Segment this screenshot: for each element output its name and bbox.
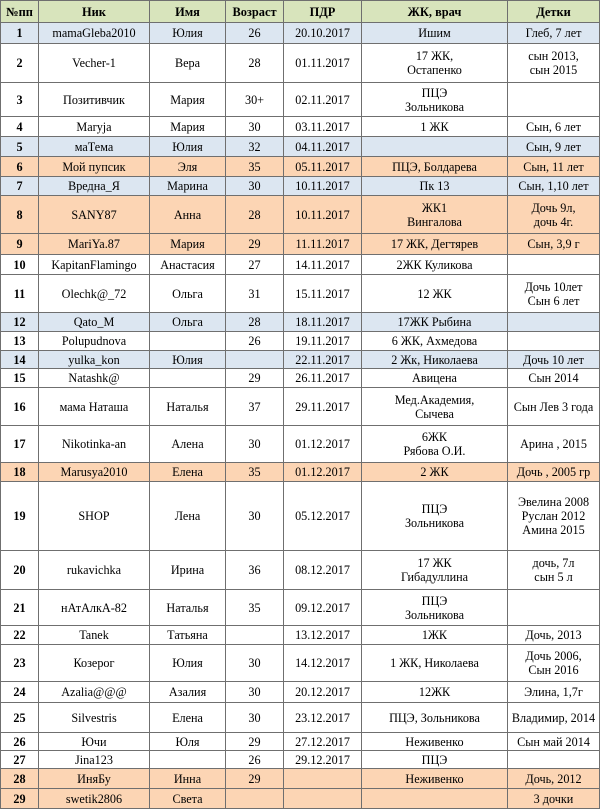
- due-date-cell: 19.11.2017: [284, 332, 362, 351]
- nick-cell: Marusya2010: [39, 463, 150, 482]
- age-cell: 35: [226, 157, 284, 177]
- name-cell: Эля: [150, 157, 226, 177]
- due-date-cell: 18.11.2017: [284, 313, 362, 332]
- nick-cell: Maryja: [39, 117, 150, 137]
- row-number: 17: [1, 426, 39, 463]
- row-number: 18: [1, 463, 39, 482]
- clinic-cell: ПЦЭ Зольникова: [362, 83, 508, 117]
- children-cell: Сын 2014: [508, 369, 600, 388]
- due-date-cell: 27.12.2017: [284, 733, 362, 751]
- table-row: [1, 463, 600, 482]
- due-date-cell: 03.11.2017: [284, 117, 362, 137]
- table-row: [1, 789, 600, 809]
- children-cell: Сын Лев 3 года: [508, 388, 600, 426]
- children-cell: Дочь 10 лет: [508, 351, 600, 369]
- age-cell: 30: [226, 645, 284, 682]
- due-date-cell: 13.12.2017: [284, 626, 362, 645]
- table-row: [1, 426, 600, 463]
- table-row: [1, 369, 600, 388]
- nick-cell: Козерог: [39, 645, 150, 682]
- name-cell: Азалия: [150, 682, 226, 703]
- table-row: [1, 733, 600, 751]
- due-date-cell: 01.12.2017: [284, 463, 362, 482]
- nick-cell: yulka_kon: [39, 351, 150, 369]
- table-row: [1, 590, 600, 626]
- row-number: 14: [1, 351, 39, 369]
- row-number: 10: [1, 255, 39, 275]
- row-number: 1: [1, 23, 39, 44]
- age-cell: 29: [226, 769, 284, 789]
- row-number: 19: [1, 482, 39, 551]
- name-cell: Ольга: [150, 275, 226, 313]
- table-row: [1, 351, 600, 369]
- name-cell: Наталья: [150, 590, 226, 626]
- children-cell: Дочь, 2012: [508, 769, 600, 789]
- clinic-cell: ЖК1 Вингалова: [362, 196, 508, 234]
- row-number: 26: [1, 733, 39, 751]
- name-cell: [150, 751, 226, 769]
- age-cell: 30: [226, 177, 284, 196]
- due-date-cell: [284, 769, 362, 789]
- table-row: [1, 177, 600, 196]
- row-number: 21: [1, 590, 39, 626]
- due-date-cell: 14.12.2017: [284, 645, 362, 682]
- header-due-date: ПДР: [284, 1, 362, 23]
- children-cell: Арина , 2015: [508, 426, 600, 463]
- table-row: [1, 626, 600, 645]
- row-number: 20: [1, 551, 39, 590]
- row-number: 25: [1, 703, 39, 733]
- age-cell: 30: [226, 117, 284, 137]
- table-row: [1, 682, 600, 703]
- age-cell: 35: [226, 463, 284, 482]
- table-row: [1, 117, 600, 137]
- table-row: [1, 23, 600, 44]
- table-row: [1, 332, 600, 351]
- table-row: [1, 482, 600, 551]
- age-cell: 27: [226, 255, 284, 275]
- nick-cell: Ючи: [39, 733, 150, 751]
- clinic-cell: [362, 789, 508, 809]
- table-row: [1, 551, 600, 590]
- row-number: 22: [1, 626, 39, 645]
- row-number: 16: [1, 388, 39, 426]
- nick-cell: mamaGleba2010: [39, 23, 150, 44]
- age-cell: 29: [226, 234, 284, 255]
- table-row: [1, 275, 600, 313]
- table-row: [1, 388, 600, 426]
- children-cell: Дочь , 2005 гр: [508, 463, 600, 482]
- name-cell: Юлия: [150, 137, 226, 157]
- due-date-cell: 02.11.2017: [284, 83, 362, 117]
- row-number: 11: [1, 275, 39, 313]
- due-date-cell: 23.12.2017: [284, 703, 362, 733]
- name-cell: Анастасия: [150, 255, 226, 275]
- due-date-cell: 01.11.2017: [284, 44, 362, 83]
- row-number: 28: [1, 769, 39, 789]
- name-cell: Мария: [150, 83, 226, 117]
- age-cell: 36: [226, 551, 284, 590]
- header-number: №пп: [1, 1, 39, 23]
- name-cell: [150, 369, 226, 388]
- clinic-cell: 2 ЖК: [362, 463, 508, 482]
- name-cell: Инна: [150, 769, 226, 789]
- age-cell: 26: [226, 751, 284, 769]
- clinic-cell: 17 ЖК, Дегтярев: [362, 234, 508, 255]
- clinic-cell: ПЦЭ Зольникова: [362, 482, 508, 551]
- name-cell: Света: [150, 789, 226, 809]
- row-number: 23: [1, 645, 39, 682]
- children-cell: Сын, 11 лет: [508, 157, 600, 177]
- nick-cell: Vecher-1: [39, 44, 150, 83]
- table-row: [1, 137, 600, 157]
- age-cell: 29: [226, 369, 284, 388]
- age-cell: 30: [226, 426, 284, 463]
- due-date-cell: 29.11.2017: [284, 388, 362, 426]
- clinic-cell: 17 ЖК Гибадуллина: [362, 551, 508, 590]
- nick-cell: MariYa.87: [39, 234, 150, 255]
- nick-cell: нАтАлкА-82: [39, 590, 150, 626]
- row-number: 12: [1, 313, 39, 332]
- table-row: [1, 196, 600, 234]
- children-cell: [508, 332, 600, 351]
- name-cell: Алена: [150, 426, 226, 463]
- due-date-cell: 29.12.2017: [284, 751, 362, 769]
- table-row: [1, 751, 600, 769]
- children-cell: дочь, 7л сын 5 л: [508, 551, 600, 590]
- header-name: Имя: [150, 1, 226, 23]
- nick-cell: Olechk@_72: [39, 275, 150, 313]
- due-date-cell: 09.12.2017: [284, 590, 362, 626]
- name-cell: Юля: [150, 733, 226, 751]
- table-header-row: [1, 1, 600, 23]
- nick-cell: Мой пупсик: [39, 157, 150, 177]
- children-cell: Владимир, 2014: [508, 703, 600, 733]
- due-date-cell: 20.12.2017: [284, 682, 362, 703]
- due-date-cell: 08.12.2017: [284, 551, 362, 590]
- name-cell: Вера: [150, 44, 226, 83]
- clinic-cell: 2ЖК Куликова: [362, 255, 508, 275]
- row-number: 24: [1, 682, 39, 703]
- name-cell: Юлия: [150, 645, 226, 682]
- nick-cell: ИняБу: [39, 769, 150, 789]
- due-date-cell: 14.11.2017: [284, 255, 362, 275]
- nick-cell: Polupudnova: [39, 332, 150, 351]
- header-nick: Ник: [39, 1, 150, 23]
- children-cell: Дочь, 2013: [508, 626, 600, 645]
- clinic-cell: 1 ЖК: [362, 117, 508, 137]
- clinic-cell: 6ЖК Рябова О.И.: [362, 426, 508, 463]
- clinic-cell: Ишим: [362, 23, 508, 44]
- age-cell: 29: [226, 733, 284, 751]
- due-date-cell: 10.11.2017: [284, 196, 362, 234]
- children-cell: Сын, 9 лет: [508, 137, 600, 157]
- due-date-cell: 26.11.2017: [284, 369, 362, 388]
- age-cell: 26: [226, 332, 284, 351]
- due-date-cell: 04.11.2017: [284, 137, 362, 157]
- age-cell: 26: [226, 23, 284, 44]
- nick-cell: KapitanFlamingo: [39, 255, 150, 275]
- due-date-cell: 01.12.2017: [284, 426, 362, 463]
- nick-cell: rukavichka: [39, 551, 150, 590]
- clinic-cell: 1 ЖК, Николаева: [362, 645, 508, 682]
- name-cell: Ольга: [150, 313, 226, 332]
- nick-cell: Позитивчик: [39, 83, 150, 117]
- name-cell: Татьяна: [150, 626, 226, 645]
- clinic-cell: 12 ЖК: [362, 275, 508, 313]
- due-date-cell: 05.12.2017: [284, 482, 362, 551]
- age-cell: 37: [226, 388, 284, 426]
- children-cell: Элина, 1,7г: [508, 682, 600, 703]
- row-number: 6: [1, 157, 39, 177]
- row-number: 9: [1, 234, 39, 255]
- due-date-cell: 05.11.2017: [284, 157, 362, 177]
- children-cell: Дочь 9л, дочь 4г.: [508, 196, 600, 234]
- due-date-cell: 11.11.2017: [284, 234, 362, 255]
- due-date-cell: 22.11.2017: [284, 351, 362, 369]
- header-clinic-doctor: ЖК, врач: [362, 1, 508, 23]
- name-cell: Мария: [150, 117, 226, 137]
- name-cell: Мария: [150, 234, 226, 255]
- age-cell: 31: [226, 275, 284, 313]
- age-cell: 28: [226, 196, 284, 234]
- row-number: 15: [1, 369, 39, 388]
- age-cell: 30: [226, 682, 284, 703]
- table-row: [1, 703, 600, 733]
- children-cell: Сын, 3,9 г: [508, 234, 600, 255]
- age-cell: 35: [226, 590, 284, 626]
- nick-cell: SHOP: [39, 482, 150, 551]
- row-number: 3: [1, 83, 39, 117]
- nick-cell: мама Наташа: [39, 388, 150, 426]
- age-cell: [226, 789, 284, 809]
- row-number: 29: [1, 789, 39, 809]
- children-cell: [508, 313, 600, 332]
- row-number: 5: [1, 137, 39, 157]
- age-cell: 32: [226, 137, 284, 157]
- clinic-cell: 12ЖК: [362, 682, 508, 703]
- table-row: [1, 234, 600, 255]
- children-cell: Дочь 2006, Сын 2016: [508, 645, 600, 682]
- name-cell: [150, 332, 226, 351]
- table-row: [1, 769, 600, 789]
- age-cell: 30+: [226, 83, 284, 117]
- clinic-cell: ПЦЭ, Болдарева: [362, 157, 508, 177]
- clinic-cell: Неживенко: [362, 769, 508, 789]
- age-cell: 28: [226, 313, 284, 332]
- children-cell: Сын май 2014: [508, 733, 600, 751]
- clinic-cell: 17ЖК Рыбина: [362, 313, 508, 332]
- due-date-cell: [284, 789, 362, 809]
- clinic-cell: Мед.Академия, Сычева: [362, 388, 508, 426]
- children-cell: [508, 751, 600, 769]
- children-cell: Дочь 10лет Сын 6 лет: [508, 275, 600, 313]
- clinic-cell: Пк 13: [362, 177, 508, 196]
- table-body: [1, 23, 600, 809]
- due-date-cell: 15.11.2017: [284, 275, 362, 313]
- age-cell: [226, 351, 284, 369]
- name-cell: Ирина: [150, 551, 226, 590]
- table-row: [1, 645, 600, 682]
- name-cell: Наталья: [150, 388, 226, 426]
- clinic-cell: 6 ЖК, Ахмедова: [362, 332, 508, 351]
- children-cell: [508, 255, 600, 275]
- header-age: Возраст: [226, 1, 284, 23]
- children-cell: сын 2013, сын 2015: [508, 44, 600, 83]
- clinic-cell: ПЦЭ, Зольникова: [362, 703, 508, 733]
- row-number: 2: [1, 44, 39, 83]
- age-cell: 28: [226, 44, 284, 83]
- children-cell: Сын, 6 лет: [508, 117, 600, 137]
- table-row: [1, 313, 600, 332]
- age-cell: 30: [226, 703, 284, 733]
- nick-cell: Natashk@: [39, 369, 150, 388]
- table-row: [1, 83, 600, 117]
- nick-cell: Nikotinka-an: [39, 426, 150, 463]
- name-cell: Анна: [150, 196, 226, 234]
- nick-cell: маТема: [39, 137, 150, 157]
- name-cell: Марина: [150, 177, 226, 196]
- age-cell: 30: [226, 482, 284, 551]
- nick-cell: Qato_M: [39, 313, 150, 332]
- age-cell: [226, 626, 284, 645]
- clinic-cell: 1ЖК: [362, 626, 508, 645]
- name-cell: Юлия: [150, 351, 226, 369]
- due-date-cell: 20.10.2017: [284, 23, 362, 44]
- row-number: 8: [1, 196, 39, 234]
- name-cell: Елена: [150, 703, 226, 733]
- children-cell: Глеб, 7 лет: [508, 23, 600, 44]
- header-children: Детки: [508, 1, 600, 23]
- nick-cell: swetik2806: [39, 789, 150, 809]
- children-cell: Эвелина 2008 Руслан 2012 Амина 2015: [508, 482, 600, 551]
- nick-cell: Silvestris: [39, 703, 150, 733]
- row-number: 7: [1, 177, 39, 196]
- nick-cell: Tanek: [39, 626, 150, 645]
- clinic-cell: ПЦЭ Зольникова: [362, 590, 508, 626]
- clinic-cell: [362, 137, 508, 157]
- table-row: [1, 44, 600, 83]
- children-cell: [508, 590, 600, 626]
- clinic-cell: Авицена: [362, 369, 508, 388]
- name-cell: Елена: [150, 463, 226, 482]
- nick-cell: Jina123: [39, 751, 150, 769]
- row-number: 27: [1, 751, 39, 769]
- row-number: 4: [1, 117, 39, 137]
- table-row: [1, 255, 600, 275]
- clinic-cell: Неживенко: [362, 733, 508, 751]
- children-cell: [508, 83, 600, 117]
- row-number: 13: [1, 332, 39, 351]
- nick-cell: Вредна_Я: [39, 177, 150, 196]
- table-row: [1, 157, 600, 177]
- clinic-cell: 17 ЖК, Остапенко: [362, 44, 508, 83]
- name-cell: Лена: [150, 482, 226, 551]
- children-cell: 3 дочки: [508, 789, 600, 809]
- nick-cell: Azalia@@@: [39, 682, 150, 703]
- clinic-cell: 2 Жк, Николаева: [362, 351, 508, 369]
- nick-cell: SANY87: [39, 196, 150, 234]
- children-cell: Сын, 1,10 лет: [508, 177, 600, 196]
- due-date-cell: 10.11.2017: [284, 177, 362, 196]
- clinic-cell: ПЦЭ: [362, 751, 508, 769]
- name-cell: Юлия: [150, 23, 226, 44]
